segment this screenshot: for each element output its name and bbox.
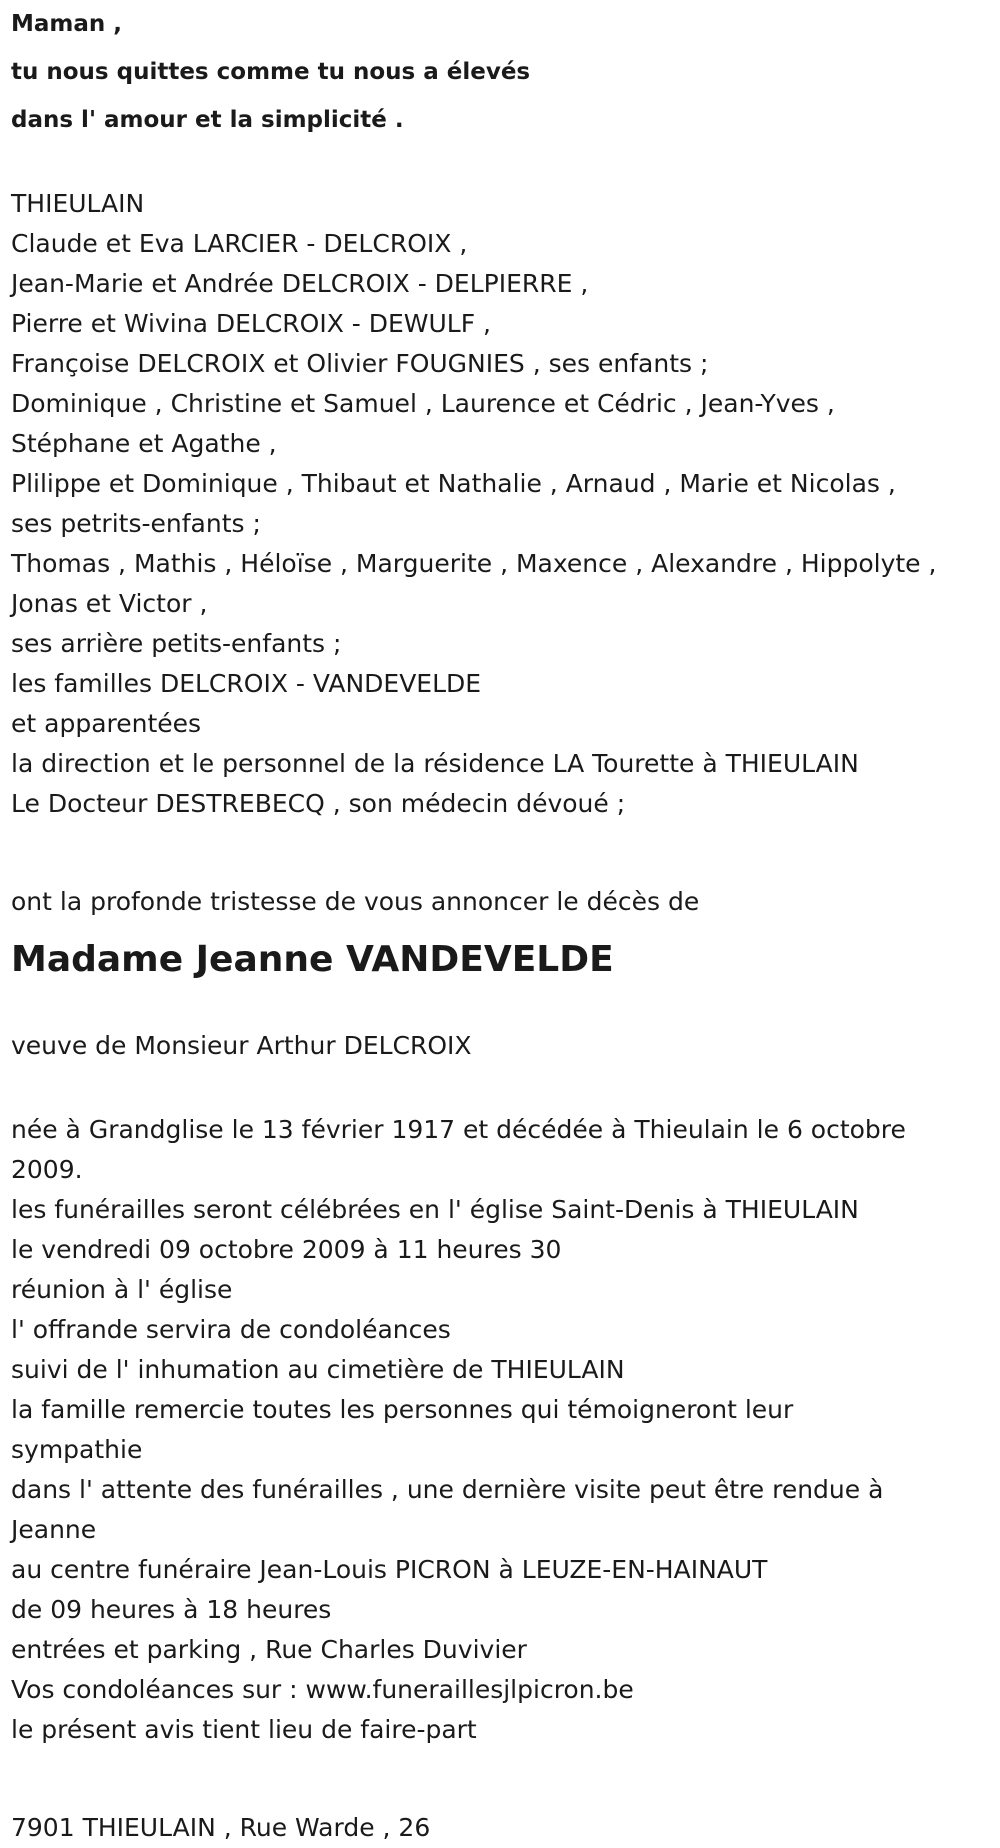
detail-line: le vendredi 09 octobre 2009 à 11 heures 30 [11, 1235, 562, 1264]
announcement-text: ont la profonde tristesse de vous annoncer le décès de [11, 887, 700, 916]
family-line: Françoise DELCROIX et Olivier FOUGNIES , ses enfants ; [11, 349, 709, 378]
widow-of [11, 1026, 989, 1066]
family-line: Plilippe et Dominique , Thibaut et Nathalie , Arnaud , Marie et Nicolas , [11, 469, 896, 498]
address-text: 7901 THIEULAIN , Rue Warde , 26 [11, 1813, 431, 1842]
detail-line: l' offrande servira de condoléances [11, 1315, 451, 1344]
family-line: Pierre et Wivina DELCROIX - DEWULF , [11, 309, 492, 338]
detail-line: Jeanne [11, 1515, 97, 1544]
detail-line: la famille remercie toutes les personnes qui témoigneront leur [11, 1395, 794, 1424]
family-line: Thomas , Mathis , Héloïse , Marguerite , Maxence , Alexandre , Hippolyte , [11, 549, 937, 578]
family-line: ses petrits-enfants ; [11, 509, 261, 538]
widow-of-text: veuve de Monsieur Arthur DELCROIX [11, 1031, 472, 1060]
family-line: Jean-Marie et Andrée DELCROIX - DELPIERRE , [11, 269, 589, 298]
detail-line: au centre funéraire Jean-Louis PICRON à LEUZE-EN-HAINAUT [11, 1555, 768, 1584]
detail-line: sympathie [11, 1435, 143, 1464]
poem-line: dans l' amour et la simplicité . [11, 107, 404, 133]
family-line: Le Docteur DESTREBECQ , son médecin dévoué ; [11, 789, 626, 818]
detail-line: née à Grandglise le 13 février 1917 et décédée à Thieulain le 6 octobre [11, 1115, 906, 1144]
detail-line: le présent avis tient lieu de faire-part [11, 1715, 477, 1744]
family-line: et apparentées [11, 709, 202, 738]
detail-line: de 09 heures à 18 heures [11, 1595, 332, 1624]
poem-line: tu nous quittes comme tu nous a élevés [11, 59, 531, 85]
detail-line: entrées et parking , Rue Charles Duvivier [11, 1635, 527, 1664]
detail-line: réunion à l' église [11, 1275, 233, 1304]
family-line: Jonas et Victor , [11, 589, 208, 618]
opening-poem [11, 0, 989, 144]
family-line: Claude et Eva LARCIER - DELCROIX , [11, 229, 468, 258]
detail-line: dans l' attente des funérailles , une dernière visite peut être rendue à [11, 1475, 884, 1504]
family-line: la direction et le personnel de la résidence LA Tourette à THIEULAIN [11, 749, 859, 778]
family-list [11, 184, 989, 824]
detail-line: suivi de l' inhumation au cimetière de THIEULAIN [11, 1355, 625, 1384]
address [11, 1808, 989, 1848]
detail-line: les funérailles seront célébrées en l' église Saint-Denis à THIEULAIN [11, 1195, 859, 1224]
family-line: ses arrière petits-enfants ; [11, 629, 342, 658]
family-line: Dominique , Christine et Samuel , Laurence et Cédric , Jean-Yves , [11, 389, 835, 418]
detail-line: 2009. [11, 1155, 83, 1184]
announcement [11, 882, 989, 922]
detail-line: Vos condoléances sur : www.funeraillesjlpicron.be [11, 1675, 634, 1704]
family-line: THIEULAIN [11, 189, 145, 218]
funeral-details [11, 1110, 989, 1750]
poem-line: Maman , [11, 11, 123, 37]
deceased-name: Madame Jeanne VANDEVELDE [11, 939, 614, 980]
family-line: les familles DELCROIX - VANDEVELDE [11, 669, 482, 698]
family-line: Stéphane et Agathe , [11, 429, 277, 458]
